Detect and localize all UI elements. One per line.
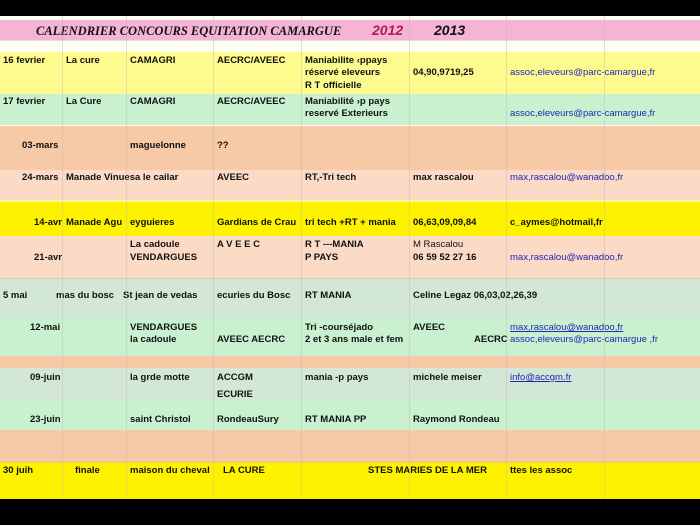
grid-line: [0, 40, 700, 41]
date: 14-avr: [34, 217, 62, 228]
association-3: AECRC: [474, 334, 508, 345]
email-link[interactable]: max,rascalou@wanadoo,fr: [510, 172, 624, 183]
row-21-avril: [0, 236, 700, 278]
grid-line: [62, 16, 63, 499]
epreuve-2: 2 et 3 ans male et fem: [305, 334, 404, 345]
lieu: La Cure: [66, 96, 102, 107]
organisateur: eyguieres: [130, 217, 175, 228]
association: AECRC/AVEEC: [217, 96, 286, 107]
association-2: AVEEC: [413, 322, 446, 333]
epreuve-1: RT MANIA PP: [305, 414, 367, 425]
contact: Raymond Rondeau: [413, 414, 500, 425]
organisateur: St jean de vedas: [123, 290, 198, 301]
epreuve-1: Maniabilité ›p pays: [305, 96, 390, 107]
grid-line: [213, 16, 214, 499]
association: AECRC/AVEEC: [217, 55, 286, 66]
organisateur-1: La cadoule: [130, 239, 180, 250]
lieu: Manade Vinuesa le cailar: [66, 172, 179, 183]
organisateur: maguelonne: [130, 140, 186, 151]
epreuve-1: RT,-Tri tech: [305, 172, 357, 183]
association: Gardians de Crau: [217, 217, 297, 228]
organisateur: CAMAGRI: [130, 55, 176, 66]
date: 5 mai: [3, 290, 28, 301]
date: 03-mars: [22, 140, 59, 151]
lieu: mas du bosc: [56, 290, 115, 301]
contact: Celine Legaz 06,03,02,26,39: [413, 290, 538, 301]
row-empty-orange: [0, 430, 700, 462]
date: 09-juin: [30, 372, 61, 383]
year-2012: 2012: [372, 22, 404, 38]
email-link[interactable]: info@accgm.fr: [510, 372, 572, 383]
epreuve-1: tri tech +RT + mania: [305, 217, 396, 228]
lieu: finale: [75, 465, 100, 476]
organisateur: maison du cheval: [130, 465, 210, 476]
association: AVEEC: [217, 172, 250, 183]
contact: michele meiser: [413, 372, 482, 383]
association: A V E E C: [217, 239, 260, 250]
epreuve-1: mania -p pays: [305, 372, 369, 383]
contact: max rascalou: [413, 172, 474, 183]
header-row: [0, 16, 700, 40]
row-16-fevrier: [0, 52, 700, 94]
epreuve-1: RT MANIA: [305, 290, 352, 301]
date: 16 fevrier: [3, 55, 46, 66]
spreadsheet: [0, 16, 700, 499]
epreuve-3: R T officielle: [305, 80, 362, 91]
contact: M Rascalou: [413, 239, 464, 250]
epreuve-1: R T ---MANIA: [305, 239, 364, 250]
association: ACCGM: [217, 372, 253, 383]
row-09-juin-content: [0, 368, 700, 400]
epreuve-2: reservé Exterieurs: [305, 108, 388, 119]
telephone: 06 59 52 27 16: [413, 252, 477, 263]
email-link[interactable]: max,rascalou@wanadoo,fr: [510, 252, 624, 263]
date: 12-mai: [30, 322, 61, 333]
lieu-final: STES MARIES DE LA MER: [368, 465, 487, 476]
date: 23-juin: [30, 414, 61, 425]
grid-line: [126, 16, 127, 499]
row-03-mars: [0, 126, 700, 170]
association: RondeauSury: [217, 414, 279, 425]
row-5-mai: [0, 278, 700, 318]
organisateur: CAMAGRI: [130, 96, 176, 107]
row-30-juin: [0, 462, 700, 499]
row-14-avril-content: [0, 204, 700, 236]
epreuve-2: P PAYS: [305, 252, 339, 263]
association: ecuries du Bosc: [217, 290, 291, 301]
organisateur-1: VENDARGUES: [130, 322, 198, 333]
email-link-1[interactable]: max,rascalou@wanadoo,fr: [510, 322, 624, 333]
epreuve-2: réservé eleveurs: [305, 67, 381, 78]
lieu: La cure: [66, 55, 100, 66]
grid-line: [409, 16, 410, 499]
email-link[interactable]: assoc,eleveurs@parc-camargue,fr: [510, 67, 656, 78]
association: AVEEC AECRC: [217, 334, 286, 345]
grid-line: [604, 16, 605, 499]
date: 21-avr: [34, 252, 62, 263]
grid-line: [0, 124, 700, 125]
date: 30 juih: [3, 465, 34, 476]
grid-line: [0, 278, 700, 279]
epreuve-1: Maniabilite ‹ppays: [305, 55, 388, 66]
row-23-juin: [0, 400, 700, 430]
organisateur: la grde motte: [130, 372, 190, 383]
page-title: CALENDRIER CONCOURS EQUITATION CAMARGUE: [36, 24, 342, 38]
telephone: 06,63,09,09,84: [413, 217, 477, 228]
organisateur-2: VENDARGUES: [130, 252, 198, 263]
row-17-fevrier: [0, 94, 700, 124]
epreuve-1: Tri -courséjado: [305, 322, 374, 333]
organisateur-2: la cadoule: [130, 334, 177, 345]
email-link[interactable]: assoc,eleveurs@parc-camargue,fr: [510, 108, 656, 119]
lieu: Manade Agu: [66, 217, 123, 228]
email-link-2[interactable]: assoc,eleveurs@parc-camargue ,fr: [510, 334, 658, 345]
grid-line: [506, 16, 507, 499]
association: LA CURE: [223, 465, 265, 476]
organisateur: saint Christol: [130, 414, 191, 425]
year-2013: 2013: [434, 22, 466, 38]
telephone: 04,90,9719,25: [413, 67, 474, 78]
row-24-mars: [0, 170, 700, 200]
date: 24-mars: [22, 172, 59, 183]
association-2: ECURIE: [217, 389, 253, 400]
email: c_aymes@hotmail,fr: [510, 217, 603, 228]
association: ??: [217, 140, 229, 151]
grid-line: [301, 16, 302, 499]
grid-line: [0, 462, 700, 463]
contact: ttes les assoc: [510, 465, 573, 476]
row-12-mai: [0, 318, 700, 356]
date: 17 fevrier: [3, 96, 46, 107]
